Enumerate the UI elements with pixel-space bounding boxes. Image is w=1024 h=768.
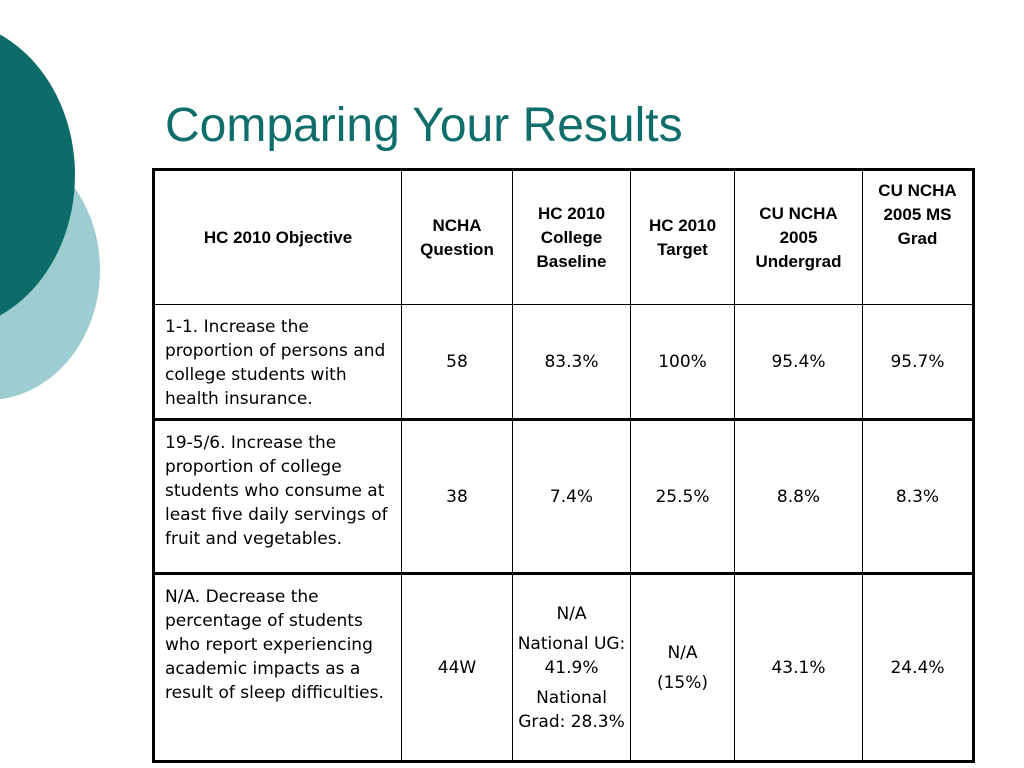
table-row (154, 574, 974, 762)
header-ncha-question: NCHA Question (402, 170, 513, 305)
target-value: 100% (658, 351, 707, 372)
grad-cell: 95.7% (863, 305, 974, 420)
header-cu-undergrad: CU NCHA 2005 Undergrad (735, 170, 863, 305)
header-row (154, 170, 974, 305)
objective-cell: N/A. Decrease the percentage of students who report experiencing academic impacts as a result of sleep difficulties. (154, 574, 402, 762)
baseline-cell (513, 420, 631, 574)
results-table (152, 168, 975, 763)
header-college-baseline: HC 2010 College Baseline (513, 170, 631, 305)
target-cell (631, 305, 735, 420)
target-value: (15%) (656, 672, 709, 693)
question-cell: 44W (402, 574, 513, 762)
undergrad-cell: 8.8% (735, 420, 863, 574)
header-target: HC 2010 Target (631, 170, 735, 305)
slide-title: Comparing Your Results (165, 99, 683, 152)
table-row (154, 420, 974, 574)
grad-cell: 24.4% (863, 574, 974, 762)
table-row (154, 305, 974, 420)
header-objective: HC 2010 Objective (154, 170, 402, 305)
target-cell (631, 420, 735, 574)
baseline-cell (513, 574, 631, 762)
target-value: 25.5% (655, 486, 710, 507)
question-cell: 38 (402, 420, 513, 574)
baseline-cell (513, 305, 631, 420)
header-cu-grad: CU NCHA 2005 MS Grad (863, 170, 974, 305)
baseline-value: 83.3% (544, 351, 599, 372)
grad-cell: 8.3% (863, 420, 974, 574)
undergrad-cell: 43.1% (735, 574, 863, 762)
target-value: N/A (667, 642, 698, 663)
question-cell: 58 (402, 305, 513, 420)
target-cell (631, 574, 735, 762)
baseline-value: National Grad: 28.3% (518, 687, 625, 732)
objective-cell: 19-5/6. Increase the proportion of college students who consume at least five daily servings of fruit and vegetables. (154, 420, 402, 574)
undergrad-cell: 95.4% (735, 305, 863, 420)
baseline-value: N/A (556, 603, 587, 624)
baseline-value: 7.4% (549, 486, 594, 507)
objective-cell: 1-1. Increase the proportion of persons and college students with health insurance. (154, 305, 402, 420)
baseline-value: National UG: 41.9% (517, 633, 626, 678)
